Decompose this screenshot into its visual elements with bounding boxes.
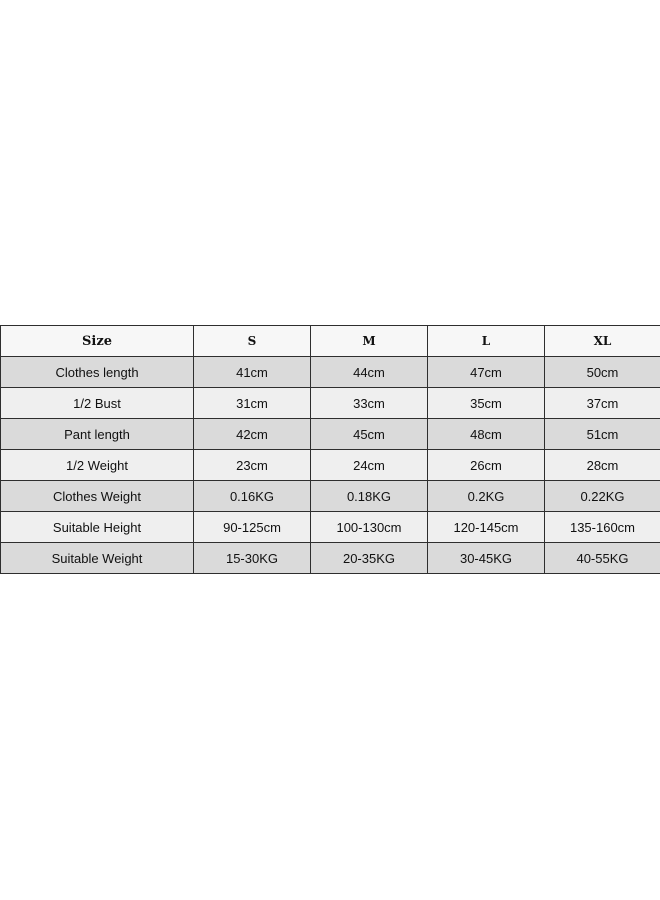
table-cell: 0.16KG [194,481,311,512]
row-label: Suitable Height [1,512,194,543]
table-cell: 44cm [311,357,428,388]
table-header-row [1,326,660,357]
table-row [1,419,660,450]
row-label: Suitable Weight [1,543,194,574]
table-row [1,357,660,388]
table-cell: 0.22KG [545,481,660,512]
table-cell: 41cm [194,357,311,388]
table-cell: 100-130cm [311,512,428,543]
table-cell: 45cm [311,419,428,450]
header-cell-size: Size [1,326,194,357]
row-label: Clothes length [1,357,194,388]
header-cell-l: L [428,326,545,357]
table-cell: 90-125cm [194,512,311,543]
table-cell: 37cm [545,388,660,419]
table-cell: 35cm [428,388,545,419]
size-chart-table [0,325,660,574]
table-row [1,512,660,543]
table-cell: 30-45KG [428,543,545,574]
table-cell: 26cm [428,450,545,481]
row-label: Pant length [1,419,194,450]
table-cell: 20-35KG [311,543,428,574]
table-cell: 40-55KG [545,543,660,574]
table-cell: 23cm [194,450,311,481]
table-cell: 33cm [311,388,428,419]
table-row [1,388,660,419]
table-row [1,450,660,481]
table-row [1,543,660,574]
table-cell: 50cm [545,357,660,388]
table-cell: 135-160cm [545,512,660,543]
table-row [1,481,660,512]
table-cell: 51cm [545,419,660,450]
table-cell: 42cm [194,419,311,450]
header-cell-m: M [311,326,428,357]
table-cell: 15-30KG [194,543,311,574]
table-cell: 120-145cm [428,512,545,543]
table-cell: 31cm [194,388,311,419]
header-cell-xl: XL [545,326,660,357]
row-label: Clothes Weight [1,481,194,512]
row-label: 1/2 Weight [1,450,194,481]
table-cell: 28cm [545,450,660,481]
table-cell: 24cm [311,450,428,481]
table-cell: 48cm [428,419,545,450]
table-cell: 0.2KG [428,481,545,512]
table-cell: 47cm [428,357,545,388]
table-cell: 0.18KG [311,481,428,512]
row-label: 1/2 Bust [1,388,194,419]
header-cell-s: S [194,326,311,357]
